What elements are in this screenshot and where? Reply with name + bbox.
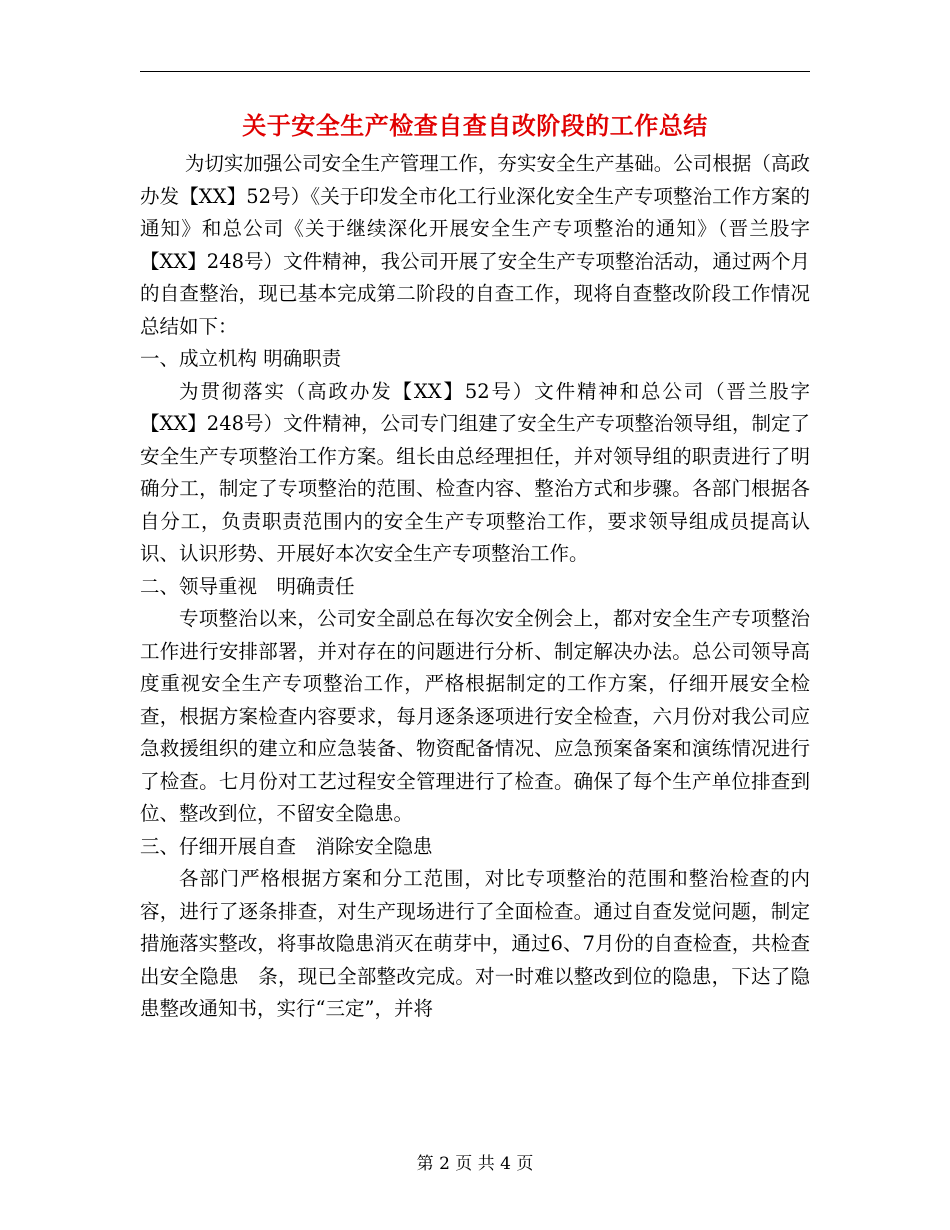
section-heading-1: 一、成立机构 明确职责 [140, 347, 342, 370]
intro-paragraph: 为切实加强公司安全生产管理工作，夯实安全生产基础。公司根据（高政办发【XX】52号）《关于印发全市化工行业深化安全生产专项整治工作方案的通知》和总公司《关于继续深化开展安全生产专项整治的通知》（晋兰股字【XX】248号）文件精神，我公司开展了安全生产专项整治活动，通过两个月的自查整治，现已基本完成第二阶段的自查工作，现将自查整改阶段工作情况总结如下： [140, 152, 810, 338]
section-heading-2: 二、领导重视 明确责任 [140, 574, 355, 598]
section-heading-3: 三、仔细开展自查 消除安全隐患 [140, 834, 433, 858]
document-title: 关于安全生产检查自查自改阶段的工作总结 [242, 111, 708, 140]
document-body [140, 148, 810, 1026]
page-number: 第 2 页 共 4 页 [416, 1154, 534, 1174]
section-3-paragraph: 各部门严格根据方案和分工范围，对比专项整治的范围和整治检查的内容，进行了逐条排查，对生产现场进行了全面检查。通过自查发觉问题，制定措施落实整改，将事故隐患消灭在萌芽中，通过6、7月份的自查检查，共检查出安全隐患 条，现已全部整改完成。对一时难以整改到位的隐患，下达了隐患整改通知书，实行“三定”，并将 [140, 867, 810, 1020]
section-2-paragraph: 专项整治以来，公司安全副总在每次安全例会上，都对安全生产专项整治工作进行安排部署，并对存在的问题进行分析、制定解决办法。总公司领导高度重视安全生产专项整治工作，严格根据制定的工作方案，仔细开展安全检查，根据方案检查内容要求，每月逐条逐项进行安全检查，六月份对我公司应急救援组织的建立和应急装备、物资配备情况、应急预案备案和演练情况进行了检查。七月份对工艺过程安全管理进行了检查。确保了每个生产单位排查到位、整改到位，不留安全隐患。 [140, 607, 810, 825]
section-1-paragraph: 为贯彻落实（高政办发【XX】52号）文件精神和总公司（晋兰股字【XX】248号）文件精神，公司专门组建了安全生产专项整治领导组，制定了安全生产专项整治工作方案。组长由总经理担任，并对领导组的职责进行了明确分工，制定了专项整治的范围、检查内容、整治方式和步骤。各部门根据各自分工，负责职责范围内的安全生产专项整治工作，要求领导组成员提高认识、认识形势、开展好本次安全生产专项整治工作。 [140, 379, 810, 565]
header-rule [140, 71, 810, 72]
